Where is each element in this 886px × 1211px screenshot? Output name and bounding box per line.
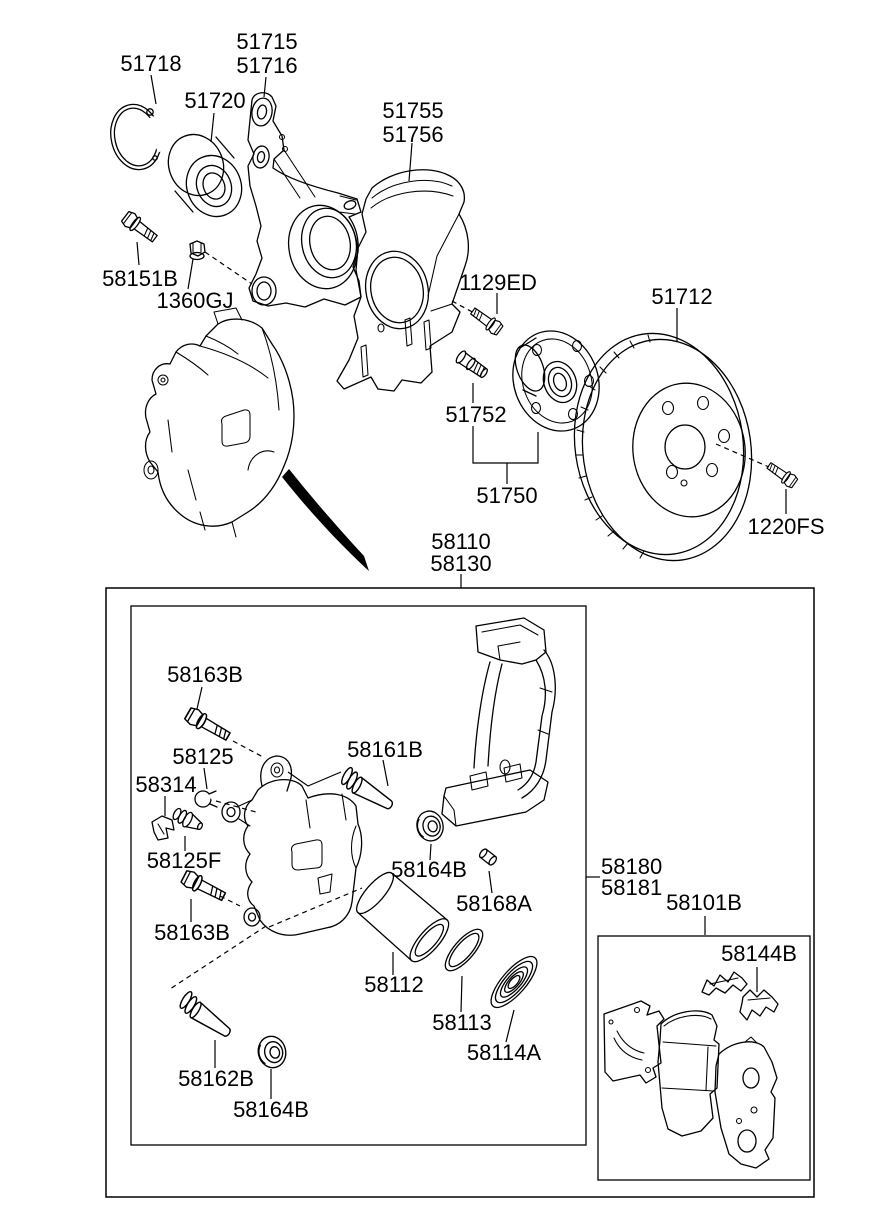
dashed-leader-lines [170, 252, 769, 989]
brake-pad-inner-drawing [658, 1011, 719, 1136]
part-label-58162b: 58162B [178, 1066, 254, 1091]
wheel-hub-drawing [499, 319, 613, 444]
wheel-bearing-drawing [159, 126, 250, 225]
part-label-51718: 51718 [120, 51, 182, 76]
part-label-58181: 58181 [601, 875, 663, 900]
hub-bolt-51752-drawing [455, 350, 490, 381]
part-label-58112: 58112 [364, 972, 424, 997]
part-label-51750: 51750 [476, 483, 538, 508]
snap-ring-drawing [107, 102, 165, 172]
bolt-1220fs-drawing [765, 460, 799, 489]
caliper-assembled-drawing [144, 308, 294, 537]
clip-58314-drawing [152, 816, 174, 840]
brake-pad-outer-drawing [715, 1037, 777, 1168]
part-label-51715: 51715 [236, 29, 298, 54]
part-label-58164b-lower: 58164B [233, 1097, 309, 1122]
dust-boot-58114a-drawing [484, 950, 544, 1014]
part-label-58110: 58110 [431, 529, 491, 554]
brake-disc-drawing [560, 322, 765, 571]
part-label-58314: 58314 [135, 772, 197, 797]
part-label-58163b-upper: 58163B [167, 662, 243, 687]
part-label-58164b-upper: 58164B [391, 857, 467, 882]
part-label-58130: 58130 [430, 551, 492, 576]
part-label-1220fs: 1220FS [747, 514, 825, 539]
part-label-58101b: 58101B [666, 890, 742, 915]
part-label-58180: 58180 [601, 854, 663, 879]
pad-shim-plate-drawing [604, 1001, 664, 1083]
dust-shield-drawing [337, 170, 468, 391]
part-label-1129ed: 1129ED [459, 270, 537, 295]
part-label-51755: 51755 [382, 98, 444, 123]
swoosh-arrow [282, 469, 369, 571]
part-label-58113: 58113 [432, 1010, 492, 1035]
guide-rod-58161b-drawing [338, 766, 398, 812]
bolt-58163b-lower-drawing [180, 869, 227, 904]
part-label-51712: 51712 [651, 284, 713, 309]
disc-vent-hatching [576, 335, 650, 558]
part-label-58114a: 58114A [466, 1040, 542, 1065]
part-label-58125: 58125 [172, 744, 234, 769]
part-label-58163b-lower: 58163B [154, 920, 230, 945]
nut-1360gj-drawing [190, 241, 205, 260]
part-label-1360gj: 1360GJ [156, 288, 234, 313]
part-label-51720: 51720 [184, 88, 246, 113]
steering-knuckle-drawing [248, 93, 365, 307]
pad-kit-inner-box [598, 936, 810, 1180]
pin-58168a-drawing [478, 848, 498, 866]
guide-rod-58162b-drawing [177, 990, 238, 1039]
carrier-bracket-drawing [442, 618, 555, 826]
bleeder-screw-58125f-drawing [171, 806, 206, 835]
part-label-58144b: 58144B [721, 941, 797, 966]
caliper-body-drawing [222, 756, 362, 935]
pad-retainer-clips-drawing [702, 972, 778, 1020]
part-label-51752: 51752 [445, 402, 507, 427]
part-label-51716: 51716 [236, 53, 298, 78]
clip-58125-drawing [195, 791, 217, 807]
bolt-58151b-drawing [120, 210, 159, 245]
bushing-58164b-lower-drawing [255, 1033, 289, 1070]
bolt-1129ed-drawing [469, 305, 504, 336]
part-label-51756: 51756 [382, 122, 444, 147]
leader-lines [137, 75, 786, 1099]
part-label-58168a: 58168A [456, 891, 532, 916]
part-label-58125f: 58125F [146, 848, 222, 873]
part-label-58161b: 58161B [347, 737, 423, 762]
bushing-58164b-upper-drawing [414, 808, 446, 843]
bolt-58163b-upper-drawing [184, 706, 232, 744]
part-label-58151b: 58151B [102, 266, 178, 291]
